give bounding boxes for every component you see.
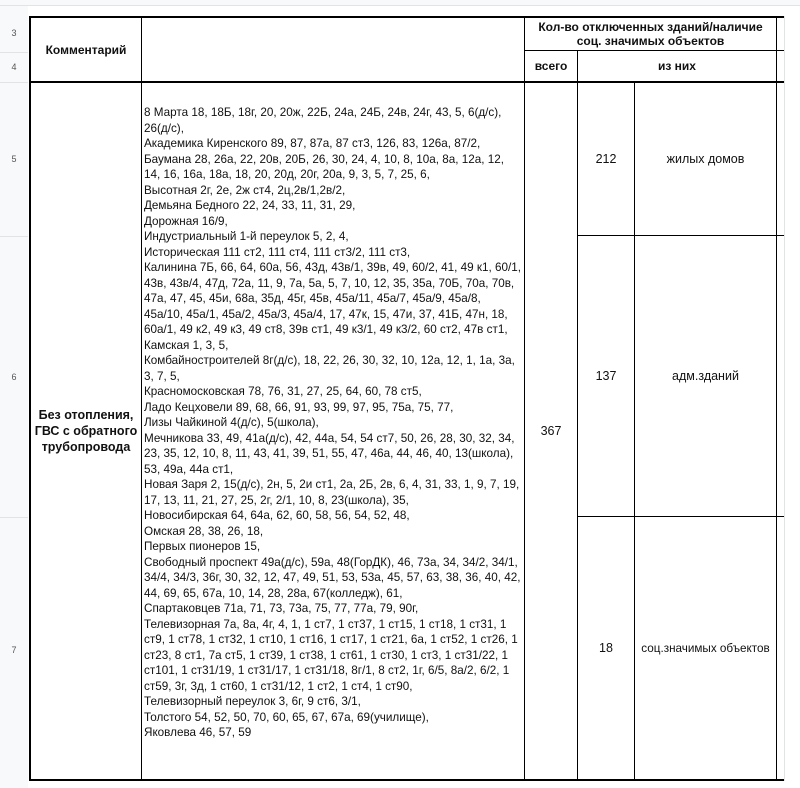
address-line: Индустриальный 1-й переулок 5, 2, 4, <box>144 230 349 243</box>
border <box>141 16 142 781</box>
address-line: Телевизорный переулок 3, 6г, 9 ст6, 3/1, <box>144 695 361 708</box>
total-cell[interactable]: 367 <box>540 424 562 438</box>
address-line: Новосибирская 64, 64а, 62, 60, 58, 56, 54, 52, 48, <box>144 509 410 522</box>
address-line: 8 Марта 18, 18Б, 18г, 20, 20ж, 22Б, 24а, 24Б, 24в, 24г, 43, 5, 6(д/с), 26(д/с), <box>144 106 502 135</box>
address-line: Демьяна Бедного 22, 24, 33, 11, 31, 29, <box>144 199 356 212</box>
row-number[interactable]: 6 <box>11 372 17 382</box>
label-administrative[interactable]: адм.зданий <box>672 369 739 383</box>
address-line: Яковлева 46, 57, 59 <box>144 726 252 739</box>
address-line: Баумана 28, 26а, 22, 20в, 20Б, 26, 30, 24, 4, 10, 8, 10а, 8а, 12а, 12, 14, 16, 16а, 18а, 18, 20, 20д, 20г, 20а, 9, 3, 5, 7, 25, 6, <box>144 152 505 181</box>
label-social[interactable]: соц.значимых объектов <box>641 641 770 655</box>
count-administrative[interactable]: 137 <box>595 369 617 383</box>
column-header-strip <box>0 0 800 5</box>
row-number[interactable]: 7 <box>11 645 17 655</box>
row-number[interactable]: 4 <box>11 62 17 72</box>
address-line: Историческая 111 ст2, 111 ст4, 111 ст3/2, 111 ст3, <box>144 245 411 259</box>
address-line: Спартаковцев 71а, 71, 73, 73а, 75, 77, 77а, 79, 90г, <box>144 602 419 615</box>
label-residential[interactable]: жилых домов <box>666 152 745 166</box>
address-line: Камская 1, 3, 5, <box>144 338 229 352</box>
comment-cell[interactable]: Без отопления, ГВС с обратного трубопровода <box>34 408 138 454</box>
address-line: Дорожная 16/9, <box>144 214 228 228</box>
row-number[interactable]: 3 <box>11 28 17 38</box>
count-residential[interactable]: 212 <box>595 152 617 166</box>
address-line: Калинина 7Б, 66, 64, 60а, 56, 43д, 43в/1, 39в, 49, 60/2, 41, 49 к1, 60/1, 43в, 43в/4, 47д, 72а, 11, 9, 7а, 5а, 5, 7, 10, 12, 35, 35а, 70Б, 70а, 70в, 47а, 47, 45, 45и, 68а, 35д, 45г, 45в, 45а/11, 45а/7, 45а/9, 45а/8, 45а/10, 45а/1, 45а/2, 45а/3, 45а/4, 17, 47к, 15, 47и, 37, 41Б, 47н, 18, 60а/1, 49 к2, 49 к3, 49 ст8, 39в ст1, 49 к3/1, 49 к3/2, 60 ст2, 47в ст1, <box>144 261 522 336</box>
row-header-column <box>0 0 28 788</box>
address-line: Лизы Чайкиной 4(д/с), 5(школа), <box>144 416 319 429</box>
address-line: Ладо Кецховели 89, 68, 66, 91, 93, 99, 97, 95, 75а, 75, 77, <box>144 400 454 414</box>
address-line: Омская 28, 38, 26, 18, <box>144 524 264 538</box>
header-comment[interactable]: Комментарий <box>45 42 127 57</box>
address-line: Новая Заря 2, 15(д/с), 2н, 5, 2и ст1, 2а, 2Б, 2в, 6, 4, 31, 33, 1, 9, 7, 19, 17, 13, 11, 21, 27, 25, 2г, 2/1, 10, 8, 23(школа), 35, <box>144 478 520 507</box>
address-line: Свободный проспект 49а(д/с), 59а, 48(ГорДК), 46, 73а, 34, 34/2, 34/1, 34/4, 34/3, 36г, 30, 32, 12, 47, 49, 51, 53, 53а, 45, 57, 63, 38, 36, 40, 42, 44, 69, 65, 67а, 10, 14, 28, 28а, 67(колледж), 61, <box>144 555 521 600</box>
address-line: Красномосковская 78, 76, 31, 27, 25, 64, 60, 78 ст5, <box>144 385 422 398</box>
addresses-cell[interactable] <box>144 105 522 741</box>
header-of-which[interactable]: из них <box>658 59 696 73</box>
gridline <box>0 82 28 83</box>
border <box>776 16 777 781</box>
row-number[interactable]: 5 <box>11 154 17 164</box>
gridline <box>0 236 28 237</box>
address-line: Первых пионеров 15, <box>144 540 261 553</box>
address-line: Комбайностроителей 8г(д/с), 18, 22, 26, 30, 32, 10, 12а, 12, 1, 1а, 3а, 3, 7, 5, <box>144 354 515 383</box>
header-total[interactable]: всего <box>534 59 568 73</box>
address-line: Академика Киренского 89, 87, 87а, 87 ст3, 126, 83, 126а, 87/2, <box>144 137 481 150</box>
address-line: Высотная 2г, 2е, 2ж ст4, 2ц,2в/1,2в/2, <box>144 183 346 197</box>
border <box>29 779 784 781</box>
gridline <box>0 517 28 518</box>
address-line: Мечникова 33, 49, 41а(д/с), 42, 44а, 54, 54 ст7, 50, 26, 28, 30, 32, 34, 23, 35, 12, 10, 8, 11, 43, 41, 39, 51, 55, 47, 46а, 44, 46, 40, 13(школа), 53, 49а, 44а ст1, <box>144 431 515 476</box>
address-line: Толстого 54, 52, 50, 70, 60, 65, 67, 67а, 69(училище), <box>144 710 429 724</box>
gridline <box>0 52 28 53</box>
count-social[interactable]: 18 <box>599 641 613 655</box>
gridline <box>0 5 800 6</box>
header-group[interactable]: Кол-во отключенных зданий/наличие соц. значимых объектов <box>538 20 763 48</box>
address-line: Телевизорная 7а, 8а, 4г, 4, 1, 1 ст7, 1 ст37, 1 ст15, 1 ст18, 1 ст31, 1 ст9, 1 ст78, 1 ст32, 1 ст10, 1 ст16, 1 ст17, 1 ст21, 6а, 1 ст52, 1 ст26, 1 ст23, 8 ст1, 7а ст5, 1 ст39, 1 ст38, 1 ст61, 1 ст30, 1 ст3, 1 ст31/22, 1 ст101, 1 ст31/19, 1 ст31/17, 1 ст31/18, 8г/1, 8 ст2, 1г, 6/5, 8а/2, 6/2, 1 ст59, 3г, 3д, 1 ст60, 1 ст31/12, 1 ст2, 1 ст4, 1 ст90, <box>144 617 518 693</box>
empty-column <box>784 16 800 781</box>
